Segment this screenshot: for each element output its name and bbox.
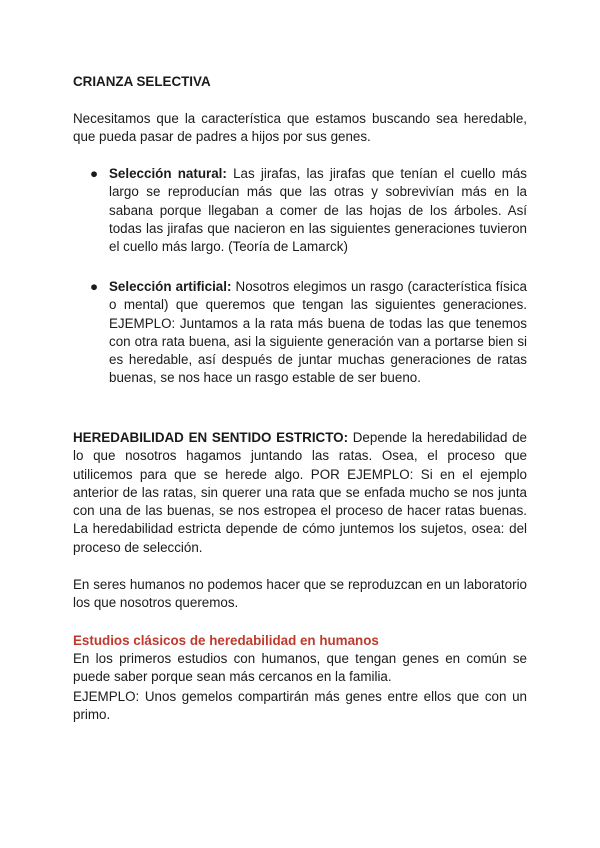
heredabilidad-paragraph — [73, 429, 527, 557]
heredabilidad-label: HEREDABILIDAD EN SENTIDO ESTRICTO: — [73, 430, 349, 445]
intro-paragraph: Necesitamos que la característica que estamos buscando sea heredable, que pueda pasar de padres a hijos por sus genes. — [73, 111, 527, 145]
page-title: CRIANZA SELECTIVA — [73, 74, 211, 89]
bullet-text: Las jirafas, las jirafas que tenían el cuello más largo se reproducían más que las otras y sobrevivían más en la sabana porque llegaban a comer de las hojas de los árboles. Así todas las jirafas que nacieron en las siguientes generaciones tuvieron el cuello más largo. (Teoría de Lamarck) — [109, 166, 527, 255]
bullet-icon: ● — [89, 279, 99, 294]
ejemplo-paragraph: EJEMPLO: Unos gemelos compartirán más genes entre ellos que con un primo. — [73, 689, 527, 723]
bullet-label: Selección natural: — [109, 166, 227, 181]
heredabilidad-text: Depende la heredabilidad de lo que nosotros hagamos juntando las ratas. Osea, el proceso que utilicemos para que se herede algo. POR EJEMPLO: Si en el ejemplo anterior de las ratas, sin querer una rata que se enfada mucho se nos junta con una de las buenas, se nos estropea el proceso de hacer ratas buenas. La heredabilidad estricta depende de cómo juntemos los sujetos, osea: del proceso de selección. — [73, 430, 527, 555]
list-item-seleccion-natural — [89, 165, 527, 256]
list-item-seleccion-artificial — [89, 278, 527, 388]
estudios-paragraph: En los primeros estudios con humanos, que tengan genes en común se puede saber porque sean más cercanos en la familia. — [73, 651, 527, 685]
section-heading: Estudios clásicos de heredabilidad en humanos — [73, 633, 379, 648]
humanos-paragraph: En seres humanos no podemos hacer que se reproduzcan en un laboratorio los que nosotros queremos. — [73, 577, 527, 611]
bullet-icon: ● — [89, 166, 99, 181]
bullet-label: Selección artificial: — [109, 279, 232, 294]
bullet-text: Nosotros elegimos un rasgo (característica física o mental) que queremos que tengan las siguientes generaciones. EJEMPLO: Juntamos a la rata más buena de todas las que tenemos con otra rata buena, asi la siguiente generación van a portarse bien si es heredable, así después de juntar muchas generaciones de ratas buenas, se nos hace un rasgo estable de ser bueno. — [109, 279, 527, 386]
